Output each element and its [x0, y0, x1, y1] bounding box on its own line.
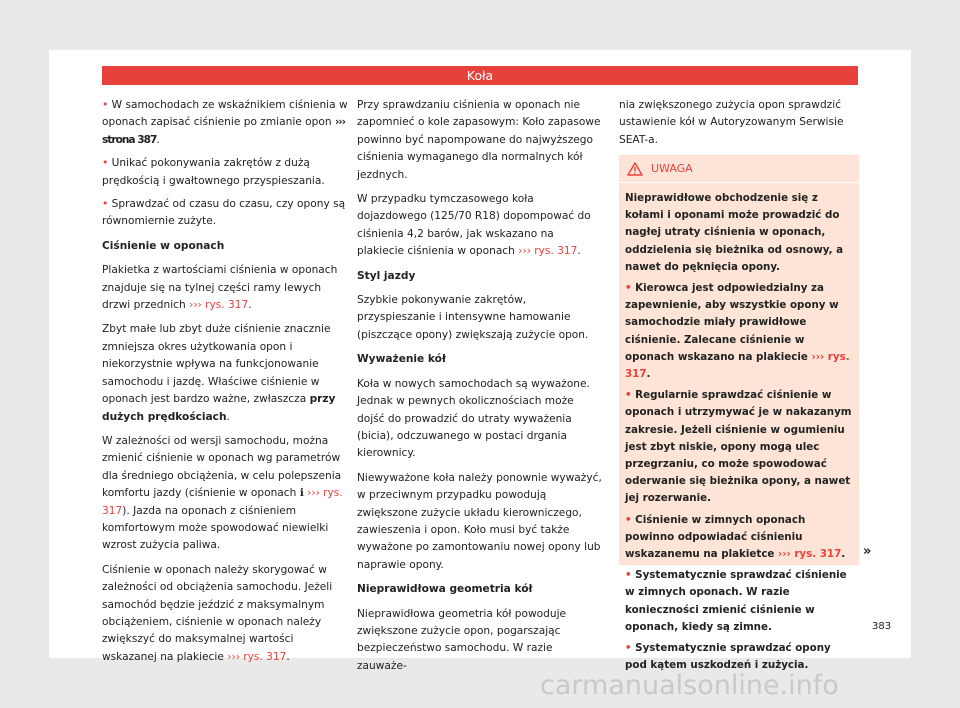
warning-intro: Nieprawidłowe obchodzenie się z kołami i oponami może prowadzić do nagłej utraty ciśnienia w oponach, oddzielenia się bieżnika od osnowy, a nawet do pęknięcia opony.	[625, 192, 844, 273]
column-3	[619, 97, 859, 156]
figure-reference-link[interactable]: ››› rys. 317	[189, 299, 249, 312]
bullet-icon: •	[102, 198, 112, 211]
figure-reference-link[interactable]: ››› rys. 317	[778, 548, 842, 561]
warning-body	[619, 183, 859, 674]
bullet-icon: •	[625, 642, 636, 655]
warning-triangle-icon	[627, 162, 643, 176]
paragraph: Ciśnienie w oponach należy skorygować w zależności od obciążenia samochodu. Jeżeli samochód będzie jeździć z maksymalnym obciążeniem, ciśnienie w oponach należy zwiększyć do maksymalnej wartości wskazanej na plakiecie ››› rys. 317.	[102, 563, 333, 663]
bullet-icon: •	[102, 99, 112, 111]
paragraph: W przypadku tymczasowego koła dojazdowego (125/70 R18) dopompować do ciśnienia 4,2 barów, jak wskazano na plakiecie ciśnienia w oponach ››› rys. 317.	[357, 193, 591, 258]
bullet-icon: •	[625, 282, 636, 295]
figure-reference-link[interactable]: ››› rys. 317	[102, 487, 343, 517]
paragraph: W zależności od wersji samochodu, można zmienić ciśnienie w oponach wg parametrów dla średniego obciążenia, w celu polepszenia komfortu jazdy (ciśnienie w oponach ℹ ››› rys. 317). Jazda na oponach z ciśnieniem komfortowym może spowodować niewielki wzrost zużycia paliwa.	[102, 434, 343, 552]
warning-bullet: • Regularnie sprawdzać ciśnienie w oponach i utrzymywać je w nakazanym zakresie. Jeżeli ciśnienie w ogumieniu jest zbyt niskie, opony mogą ulec przegrzaniu, co może spowodować oderwanie się bieżnika opony, a nawet jej rozerwanie.	[625, 389, 852, 505]
warning-bullet: • Kierowca jest odpowiedzialny za zapewnienie, aby wszystkie opony w samochodzie miały prawidłowe ciśnienie. Zalecane ciśnienie w oponach wskazano na plakiecie ››› rys. 317.	[625, 282, 850, 381]
info-icon: ℹ	[299, 487, 304, 500]
figure-reference-link[interactable]: ››› rys. 317	[625, 350, 850, 381]
column-1	[102, 97, 348, 673]
warning-header	[619, 155, 859, 183]
warning-bullet: • Ciśnienie w zimnych oponach powinno odpowiadać ciśnieniu wskazanemu na plakietce ››› rys. 317.	[625, 513, 846, 561]
bullet-icon: •	[625, 569, 636, 582]
warning-title: UWAGA	[651, 162, 693, 175]
column-2	[357, 97, 603, 682]
warning-bullet: • Systematycznie sprawdzać opony pod kątem uszkodzeń i zużycia.	[625, 642, 831, 672]
bullet-icon: •	[625, 389, 636, 402]
paragraph: Przy sprawdzaniu ciśnienia w oponach nie zapomnieć o kole zapasowym: Koło zapasowe powinno być napompowane do najwyższego ciśnienia wymaganego dla normalnych kół jezdnych.	[357, 99, 601, 181]
bullet-icon: •	[102, 157, 112, 170]
warning-bullet: • Systematycznie sprawdzać ciśnienie w zimnych oponach. W razie konieczności zmienić ciśnienie w oponach, kiedy są zimne.	[625, 569, 847, 633]
subheading: Nieprawidłowa geometria kół	[357, 583, 533, 596]
continue-arrow-icon: »	[863, 544, 872, 559]
page-number: 383	[872, 621, 892, 632]
warning-box	[619, 155, 859, 672]
bullet-item: • W samochodach ze wskaźnikiem ciśnienia w oponach zapisać ciśnienie po zmianie opon ››› strona 387.	[102, 99, 348, 146]
bullet-item: • Unikać pokonywania zakrętów z dużą prędkością i gwałtownego przyspieszania.	[102, 157, 325, 187]
paragraph: Niewyważone koła należy ponownie wyważyć, w przeciwnym przypadku powodują zwiększone zużycie układu kierowniczego, zawieszenia i opon. Koło musi być także wyważone po zamontowaniu nowej opony lub naprawie opony.	[357, 471, 602, 571]
paragraph: Szybkie pokonywanie zakrętów, przyspieszanie i intensywne hamowanie (piszczące opony) zwiększają zużycie opon.	[357, 294, 589, 341]
paragraph: Nieprawidłowa geometria kół powoduje zwiększone zużycie opon, pogarszając bezpieczeństwo samochodu. W razie zauważe-	[357, 607, 567, 672]
subheading: Styl jazdy	[357, 269, 416, 282]
subheading: Wyważenie kół	[357, 353, 446, 366]
figure-reference-link[interactable]: ››› rys. 317	[518, 245, 578, 258]
section-header: Koła	[102, 66, 858, 85]
figure-reference-link[interactable]: ››› rys. 317	[227, 650, 287, 663]
bullet-item: • Sprawdzać od czasu do czasu, czy opony są równomiernie zużyte.	[102, 198, 346, 228]
paragraph: Koła w nowych samochodach są wyważone. Jednak w pewnych okolicznościach może dojść do prowadzić do utraty wyważenia (bicia), odczuwanego w postaci drgania kierownicy.	[357, 377, 590, 460]
paragraph: Zbyt małe lub zbyt duże ciśnienie znacznie zmniejsza okres użytkowania opon i niekorzystnie wpływa na funkcjonowanie samochodu i jazdę. Właściwe ciśnienie w oponach jest bardzo ważne, zwłaszcza przy dużych prędkościach.	[102, 323, 336, 423]
paragraph: Plakietka z wartościami ciśnienia w oponach znajduje się na tylnej części ramy lewych drzwi przednich ››› rys. 317.	[102, 264, 338, 312]
bullet-icon: •	[625, 513, 636, 526]
page-reference-link[interactable]: ››› strona 387	[102, 116, 346, 146]
subheading: Ciśnienie w oponach	[102, 239, 225, 252]
watermark: carmanualsonline.info	[540, 670, 839, 701]
paragraph: nia zwiększonego zużycia opon sprawdzić ustawienie kół w Autoryzowanym Serwisie SEAT-a.	[619, 99, 844, 146]
